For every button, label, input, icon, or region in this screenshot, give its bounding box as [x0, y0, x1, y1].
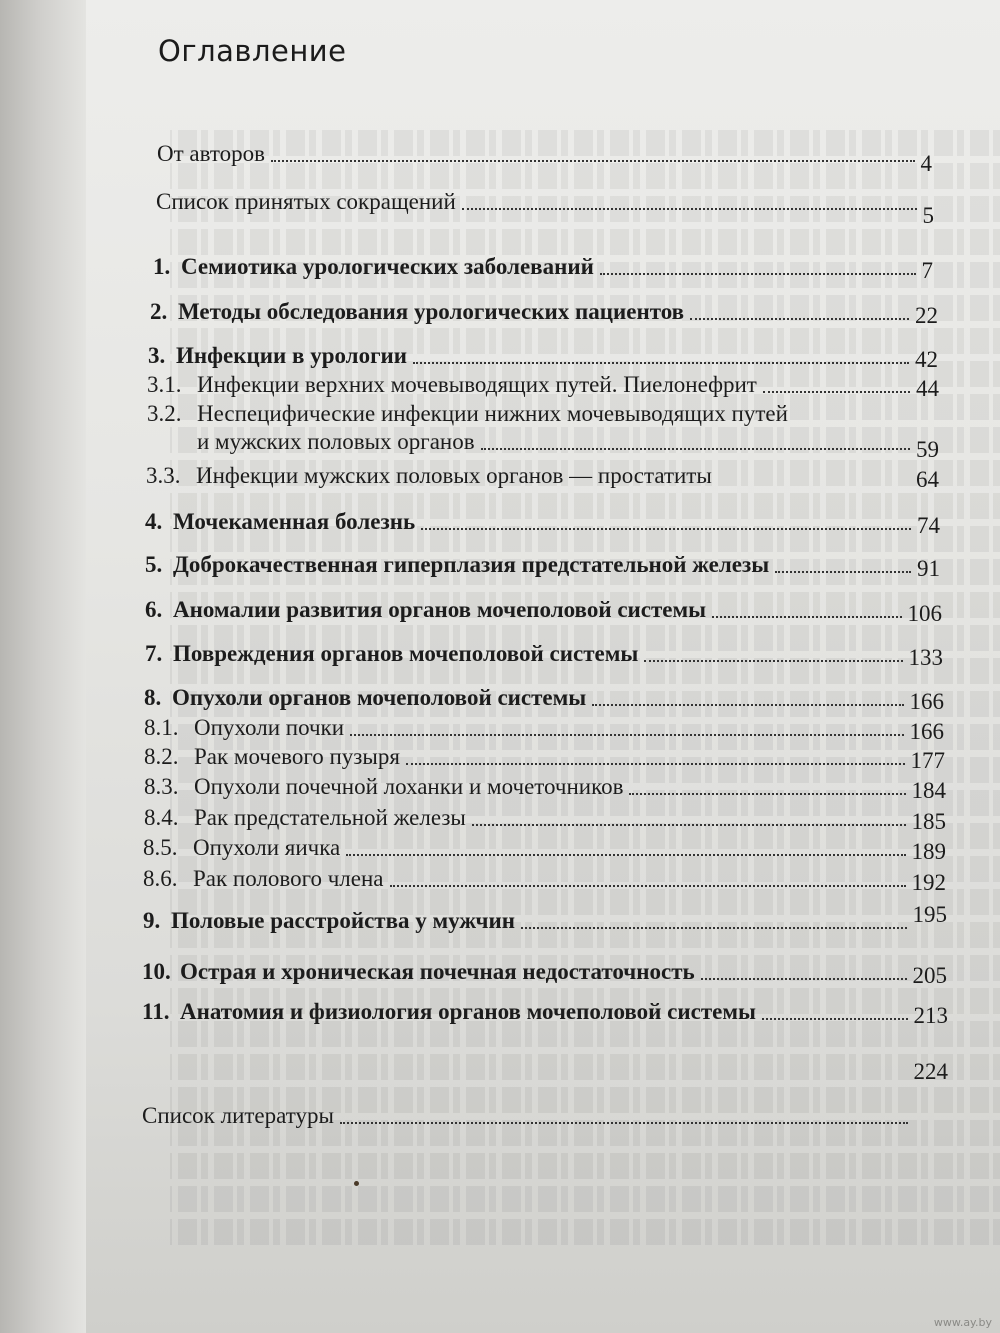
toc-entry-page: 64 [916, 467, 939, 492]
toc-entry-label: и мужских половых органов [197, 429, 475, 454]
toc-entry-page: 189 [911, 839, 946, 864]
toc-entry-page: 44 [916, 376, 939, 401]
toc-entry-page: 184 [911, 778, 946, 803]
dot-leader [629, 793, 905, 795]
toc-entry[interactable] [144, 804, 946, 832]
dot-leader [413, 362, 909, 364]
dot-leader [406, 763, 905, 765]
toc-entry-number: 8.3. [144, 774, 179, 799]
toc-entry-number: 3.1. [147, 372, 182, 397]
toc-entry[interactable] [142, 958, 947, 986]
toc-entry-page: 7 [921, 258, 933, 283]
toc-entry-label: Инфекции в урологии [176, 343, 408, 368]
dot-leader [421, 528, 911, 530]
toc-entry-number: 3.2. [147, 401, 182, 426]
toc-entry[interactable] [143, 902, 947, 935]
toc-entry-label: Рак мочевого пузыря [194, 744, 400, 769]
toc-entry-label: Неспецифические инфекции нижних мочевыводящих путей [197, 401, 788, 426]
dot-leader [592, 704, 903, 706]
paper-speck [354, 1181, 359, 1186]
toc-entry-page: 166 [909, 689, 944, 714]
toc-entry-number: 8.2. [144, 744, 179, 769]
dot-leader [690, 318, 909, 320]
toc-heading: Оглавление [158, 34, 347, 68]
toc-entry-page: 166 [909, 719, 944, 744]
dot-leader [271, 160, 914, 162]
watermark: www.ay.by [933, 1316, 992, 1329]
toc-entry-label: Аномалии развития органов мочеполовой системы [173, 597, 707, 622]
dot-leader [346, 854, 905, 856]
toc-entry-page: 177 [910, 748, 945, 773]
toc-entry-page: 224 [913, 1059, 948, 1084]
book-spine-shadow [0, 0, 86, 1333]
dot-leader [350, 734, 903, 736]
toc-entry-label: Опухоли яичка [193, 835, 341, 860]
toc-entry-number: 5. [145, 552, 163, 577]
toc-entry[interactable] [143, 834, 946, 862]
toc-entry[interactable] [144, 684, 944, 712]
toc-entry-label: Мочекаменная болезнь [173, 509, 416, 534]
toc-entry-number: 8. [144, 685, 162, 710]
toc-entry-label: Опухоли почки [194, 715, 345, 740]
toc-entry-number: 7. [145, 641, 163, 666]
toc-entry[interactable] [145, 596, 942, 624]
toc-entry-number: 9. [143, 908, 161, 933]
toc-entry-label: Рак полового члена [193, 866, 384, 891]
toc-entry-page: 91 [917, 556, 940, 581]
toc-entry[interactable] [144, 714, 944, 742]
toc-entry-page: 4 [920, 151, 932, 176]
toc-entry-page: 205 [912, 963, 947, 988]
toc-entry[interactable] [142, 1058, 948, 1128]
toc-entry-page: 74 [917, 513, 940, 538]
dot-leader [644, 660, 902, 662]
toc-entry-label: Анатомия и физиология органов мочеполовой системы [180, 999, 756, 1024]
toc-entry-continuation[interactable] [197, 428, 939, 462]
toc-entry-label: От авторов [157, 141, 266, 166]
toc-entry[interactable] [150, 298, 938, 326]
toc-entry-number: 2. [150, 299, 168, 324]
toc-entry[interactable] [144, 773, 946, 801]
dot-leader [712, 616, 901, 618]
toc-entry-label: Опухоли органов мочеполовой системы [172, 685, 587, 710]
toc-entry-number: 8.6. [143, 866, 178, 891]
toc-entry-page: 192 [911, 870, 946, 895]
toc-entry-page: 22 [915, 303, 938, 328]
toc-entry-page: 106 [907, 601, 942, 626]
toc-entry-label: Инфекции верхних мочевыводящих путей. Пиелонефрит [197, 372, 757, 397]
toc-entry-label: Опухоли почечной лоханки и мочеточников [194, 774, 624, 799]
toc-entry[interactable] [145, 551, 940, 579]
dot-leader [340, 1122, 908, 1124]
toc-entry[interactable] [148, 342, 938, 370]
toc-entry[interactable] [147, 371, 939, 399]
toc-entry[interactable] [157, 140, 932, 176]
dot-leader [390, 885, 906, 887]
toc-entry-number: 8.1. [144, 715, 179, 740]
dot-leader [462, 208, 917, 210]
toc-entry-number: 8.5. [143, 835, 178, 860]
toc-entry[interactable] [143, 865, 946, 893]
toc-entry-number: 10. [142, 959, 171, 984]
toc-entry-page: 213 [913, 1003, 948, 1028]
toc-entry-label: Доброкачественная гиперплазия предстательной железы [173, 552, 770, 577]
toc-entry-page: 195 [912, 902, 947, 927]
dot-leader [472, 824, 906, 826]
toc-entry[interactable] [146, 462, 939, 490]
toc-entry[interactable] [153, 253, 933, 281]
dot-leader [775, 571, 911, 573]
toc-entry-label: Методы обследования урологических пациентов [178, 299, 685, 324]
toc-entry[interactable] [156, 188, 934, 228]
toc-entry-label: Инфекции мужских половых органов — простатиты [196, 463, 712, 488]
toc-entry-label: Повреждения органов мочеполовой системы [173, 641, 639, 666]
toc-entry-page: 59 [916, 437, 939, 462]
toc-entry-label: Список принятых сокращений [156, 189, 456, 214]
toc-entry[interactable] [142, 998, 948, 1026]
dot-leader [521, 927, 907, 929]
toc-entry[interactable] [145, 508, 940, 536]
toc-entry-number: 3.3. [146, 463, 181, 488]
toc-entry[interactable] [144, 743, 945, 771]
dot-leader [763, 391, 910, 393]
toc-entry-number: 3. [148, 343, 166, 368]
dot-leader [701, 978, 907, 980]
toc-entry-page: 42 [915, 347, 938, 372]
dot-leader [600, 273, 916, 275]
toc-entry-label: Половые расстройства у мужчин [171, 908, 515, 933]
toc-entry-page: 185 [911, 809, 946, 834]
toc-entry-label: Список литературы [142, 1103, 334, 1128]
toc-entry-label: Рак предстательной железы [194, 805, 466, 830]
dot-leader [481, 448, 910, 450]
toc-entry-number: 4. [145, 509, 163, 534]
toc-entry-page: 5 [922, 203, 934, 228]
dot-leader [762, 1018, 908, 1020]
toc-entry-number: 1. [153, 254, 171, 279]
toc-entry[interactable] [147, 400, 939, 428]
toc-entry[interactable] [145, 640, 943, 668]
toc-entry-number: 11. [142, 999, 170, 1024]
toc-entry-label: Семиотика урологических заболеваний [181, 254, 594, 279]
toc-entry-page: 133 [908, 645, 943, 670]
toc-entry-number: 8.4. [144, 805, 179, 830]
toc-entry-number: 6. [145, 597, 163, 622]
toc-entry-label: Острая и хроническая почечная недостаточность [180, 959, 695, 984]
